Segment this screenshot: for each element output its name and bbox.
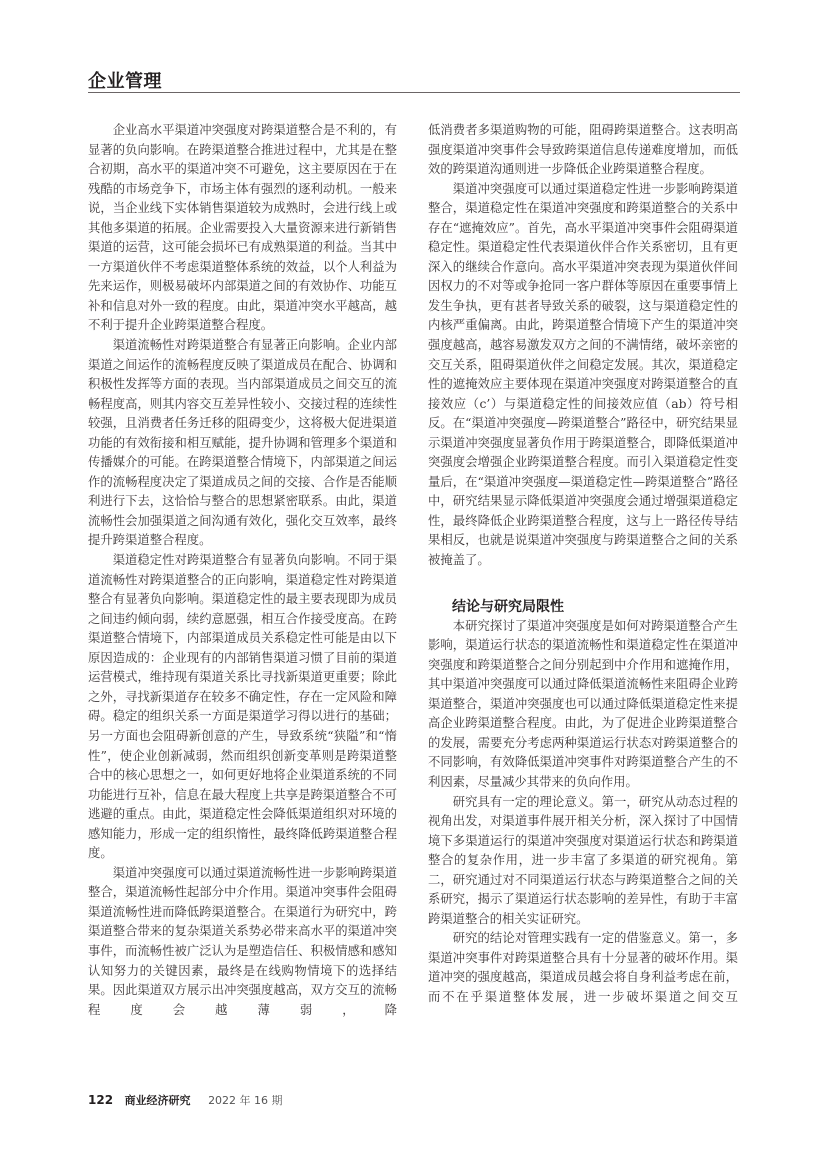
paragraph: 渠道稳定性对跨渠道整合有显著负向影响。不同于渠道流畅性对跨渠道整合的正向影响，渠道稳定性对跨渠道整合有显著负向影响。渠道稳定性的最主要表现即为成员之间违约倾向弱，续约意愿强，相互合作接受度高。在跨渠道整合情境下，内部渠道成员关系稳定性可能是由以下原因造成的：企业现有的内部销售渠道习惯了目前的渠道运营模式，维持现有渠道关系比寻找新渠道更重要；除此之外，寻找新渠道存在较多不确定性，存在一定风险和障碍。稳定的组织关系一方面是渠道学习得以进行的基础；另一方面也会阻碍新创意的产生，导致系统“狭隘”和“惰性”，使企业创新减弱，然而组织创新变革则是跨渠道整合中的核心思想之一，如何更好地将企业渠道系统的不同功能进行互补，信息在最大程度上共享是跨渠道整合不可逃避的重点。由此，渠道稳定性会降低渠道组织对环境的感知能力，形成一定的组织惰性，最终降低跨渠道整合程度。 [88,553,397,861]
header-rule [88,92,740,93]
journal-name: 商业经济研究 [124,1094,191,1107]
paragraph: 研究的结论对管理实践有一定的借鉴意义。第一，多渠道冲突事件对跨渠道整合具有十分显著的破坏作用。渠道冲突的强度越高，渠道成员越会将自身利益考虑在前，而不在乎渠道整体发展，进一步破坏渠道之间交互 [428,931,738,1004]
issue-label: 2022 年 16 期 [208,1094,283,1107]
paragraph: 渠道冲突强度可以通过渠道流畅性进一步影响跨渠道整合，渠道流畅性起部分中介作用。渠道冲突事件会阻碍渠道流畅性进而降低跨渠道整合。在渠道行为研究中，跨渠道整合带来的复杂渠道关系势必带来高水平的渠道冲突事件，而流畅性被广泛认为是塑造信任、积极情感和感知认知努力的关键因素，最终是在线购物情境下的选择结果。因此渠道双方展示出冲突强度越高，双方交互的流畅程度会越薄弱，降 [88,865,397,1017]
section-heading: 结论与研究局限性 [452,598,564,615]
page-footer [88,1092,283,1108]
paragraph: 研究具有一定的理论意义。第一，研究从动态过程的视角出发，对渠道事件展开相关分析，深入探讨了中国情境下多渠道运行的渠道冲突强度对渠道运行状态和跨渠道整合的复杂作用，进一步丰富了多渠道的研究视角。第二，研究通过对不同渠道运行状态与跨渠道整合之间的关系研究，揭示了渠道运行状态影响的差异性，有助于丰富跨渠道整合的相关实证研究。 [428,794,738,926]
paragraph: 企业高水平渠道冲突强度对跨渠道整合是不利的，有显著的负向影响。在跨渠道整合推进过程中，尤其是在整合初期，高水平的渠道冲突不可避免，这主要原因在于在残酷的市场竞争下，市场主体有强烈的逐利动机。一般来说，当企业线下实体销售渠道较为成熟时，会进行线上或其他多渠道的拓展。企业需要投入大量资源来进行新销售渠道的运营，这可能会损坏已有成熟渠道的利益。当其中一方渠道伙伴不考虑渠道整体系统的效益，以个人利益为先来运作，则极易破坏内部渠道之间的有效协作、功能互补和信息对外一致的程度。由此，渠道冲突水平越高，越不利于提升企业跨渠道整合程度。 [88,123,397,333]
left-column [88,121,397,1020]
right-column [428,121,738,1008]
section-title: 企业管理 [88,71,162,92]
page-number: 122 [88,1093,114,1107]
paragraph: 本研究探讨了渠道冲突强度是如何对跨渠道整合产生影响，渠道运行状态的渠道流畅性和渠道稳定性在渠道冲突强度和跨渠道整合之间分别起到中介作用和遮掩作用，其中渠道冲突强度可以通过降低渠道流畅性来阻碍企业跨渠道整合，渠道冲突强度也可以通过降低渠道稳定性来提高企业跨渠道整合程度。由此，为了促进企业跨渠道整合的发展，需要充分考虑两种渠道运行状态对跨渠道整合的不同影响，有效降低渠道冲突事件对跨渠道整合产生的不利因素，尽量减少其带来的负向作用。 [428,618,738,789]
paragraph: 渠道流畅性对跨渠道整合有显著正向影响。企业内部渠道之间运作的流畅程度反映了渠道成员在配合、协调和积极性发挥等方面的表现。当内部渠道成员之间交互的流畅程度高，则其内容交互差异性较小、交接过程的连续性较强，且消费者任务迁移的阻碍变少，这将极大促进渠道功能的有效衔接和相互赋能，提升协调和管理多个渠道和传播媒介的可能。在跨渠道整合情境下，内部渠道之间运作的流畅程度决定了渠道成员之间的交接、合作是否能顺利进行下去，这恰恰与整合的思想紧密联系。由此，渠道流畅性会加强渠道之间沟通有效化，强化交互效率，最终提升跨渠道整合程度。 [88,338,397,548]
paragraph: 渠道冲突强度可以通过渠道稳定性进一步影响跨渠道整合，渠道稳定性在渠道冲突强度和跨渠道整合的关系中存在“遮掩效应”。首先，高水平渠道冲突事件会阻碍渠道稳定性。渠道稳定性代表渠道伙伴合作关系密切，且有更深入的继续合作意向。高水平渠道冲突表现为渠道伙伴间因权力的不对等或争抢同一客户群体等原因在重要事情上发生争执，更有甚者导致关系的破裂，这与渠道稳定性的内核严重偏离。由此，跨渠道整合情境下产生的渠道冲突强度越高，越容易激发双方之间的不满情绪，破坏亲密的交互关系，阻碍渠道伙伴之间稳定发展。其次，渠道稳定性的遮掩效应主要体现在渠道冲突强度对跨渠道整合的直接效应（c’）与渠道稳定性的间接效应值（ab）符号相反。在“渠道冲突强度—跨渠道整合”路径中，研究结果显示渠道冲突强度显著负作用于跨渠道整合，即降低渠道冲突强度会增强企业跨渠道整合程度。而引入渠道稳定性变量后，在“渠道冲突强度—渠道稳定性—跨渠道整合”路径中，研究结果显示降低渠道冲突强度会通过增强渠道稳定性，最终降低企业跨渠道整合程度，这与上一路径传导结果相反，也就是说渠道冲突强度与跨渠道整合之间的关系被掩盖了。 [428,181,738,568]
paragraph-continued: 低消费者多渠道购物的可能，阻碍跨渠道整合。这表明高强度渠道冲突事件会导致跨渠道信息传递难度增加，而低效的跨渠道沟通则进一步降低企业跨渠道整合程度。 [428,123,738,177]
